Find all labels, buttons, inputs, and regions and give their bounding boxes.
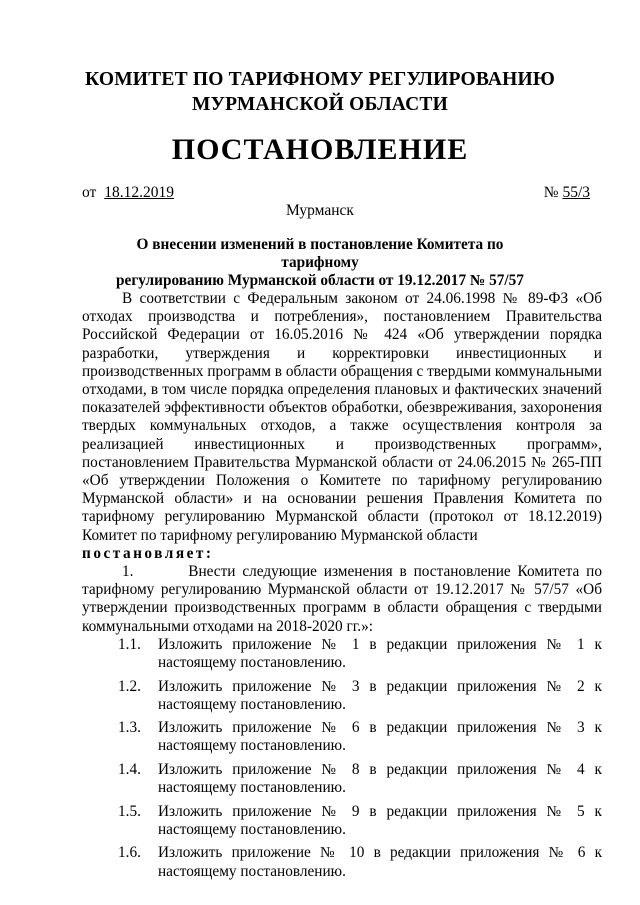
subpoint-number: 1.2.: [118, 677, 141, 695]
organization-name: [0, 67, 640, 117]
document-body: [82, 290, 602, 886]
subject-line1: О внесении изменений в постановление Комитета по тарифному: [136, 236, 504, 271]
list-item: [82, 844, 602, 880]
subpoint-list: [82, 636, 602, 881]
number-prefix: №: [543, 184, 559, 201]
document-number: [544, 184, 590, 202]
document-date: [82, 184, 174, 202]
preamble-text: В соответствии с Федеральным законом от 24.06.1998 № 89-ФЗ «Об отходах производства и потребления», постановлением Правительства Российской Федерации от 16.05.2016 № 424 «Об утверждении порядка разработки, утверждения и корректировки инвестиционных и производственных программ в области обращения с твердыми коммунальными отходами, в том числе порядка определения плановых и фактических значений показателей эффективности объектов обработки, обезвреживания, захоронения твердых коммунальных отходов, а также осуществления контроля за реализацией инвестиционных и производственных программ», постановлением Правительства Мурманской области от 24.06.2015 № 265-ПП «Об утверждении Положения о Комитете по тарифному регулированию Мурманской области» и на основании решения Правления Комитета по тарифному регулированию Мурманской области (протокол от 18.12.2019) Комитет по тарифному регулированию Мурманской области: [82, 290, 602, 544]
subject-line2: регулированию Мурманской области от 19.12.2017 № 57/57: [116, 272, 524, 289]
subpoint-text-line2: настоящему постановлению.: [158, 820, 346, 838]
subpoint-text-line1: Изложить приложение № 10 в редакции приложения № 6 к: [158, 844, 602, 862]
subpoint-text-line2: настоящему постановлению.: [158, 654, 346, 672]
point-1: [82, 563, 602, 636]
subpoint-number: 1.4.: [118, 760, 141, 778]
organization-name-line2: МУРМАНСКОЙ ОБЛАСТИ: [192, 94, 448, 115]
subpoint-number: 1.6.: [118, 844, 141, 862]
subpoint-number: 1.1.: [118, 635, 141, 653]
subpoint-text-line2: настоящему постановлению.: [158, 779, 346, 797]
list-item: [82, 803, 602, 839]
subpoint-number: 1.3.: [118, 719, 141, 737]
subpoint-text-line2: настоящему постановлению.: [158, 862, 346, 880]
preamble-paragraph: [82, 290, 602, 563]
subpoint-text-line2: настоящему постановлению.: [158, 737, 346, 755]
date-value: 18.12.2019: [104, 184, 174, 201]
number-value: 55/3: [562, 184, 590, 201]
document-city: Мурманск: [286, 202, 354, 219]
subpoint-text-line1: Изложить приложение № 9 в редакции приложения № 5 к: [158, 802, 602, 820]
list-item: [82, 636, 602, 672]
document-subject: [110, 236, 530, 290]
subpoint-text-line1: Изложить приложение № 6 в редакции приложения № 3 к: [158, 719, 602, 737]
point-1-number: 1.: [122, 563, 134, 581]
subpoint-text-line2: настоящему постановлению.: [158, 695, 346, 713]
subpoint-text-line1: Изложить приложение № 3 в редакции приложения № 2 к: [158, 677, 602, 695]
document-type-title: ПОСТАНОВЛЕНИЕ: [171, 133, 469, 166]
subpoint-number: 1.5.: [118, 802, 141, 820]
list-item: [82, 678, 602, 714]
subpoint-text-line1: Изложить приложение № 1 в редакции приложения № 1 к: [158, 635, 602, 653]
decree-word: постановляет:: [82, 544, 214, 562]
list-item: [82, 719, 602, 755]
date-prefix: от: [82, 184, 97, 201]
organization-name-line1: КОМИТЕТ ПО ТАРИФНОМУ РЕГУЛИРОВАНИЮ: [84, 69, 556, 90]
list-item: [82, 761, 602, 797]
subpoint-text-line1: Изложить приложение № 8 в редакции приложения № 4 к: [158, 760, 602, 778]
point-1-text: Внести следующие изменения в постановление Комитета по тарифному регулированию Мурманской области от 19.12.2017 № 57/57 «Об утверждении производственных программ в области обращения с твердыми коммунальными отходами на 2018-2020 гг.»:: [82, 563, 602, 635]
